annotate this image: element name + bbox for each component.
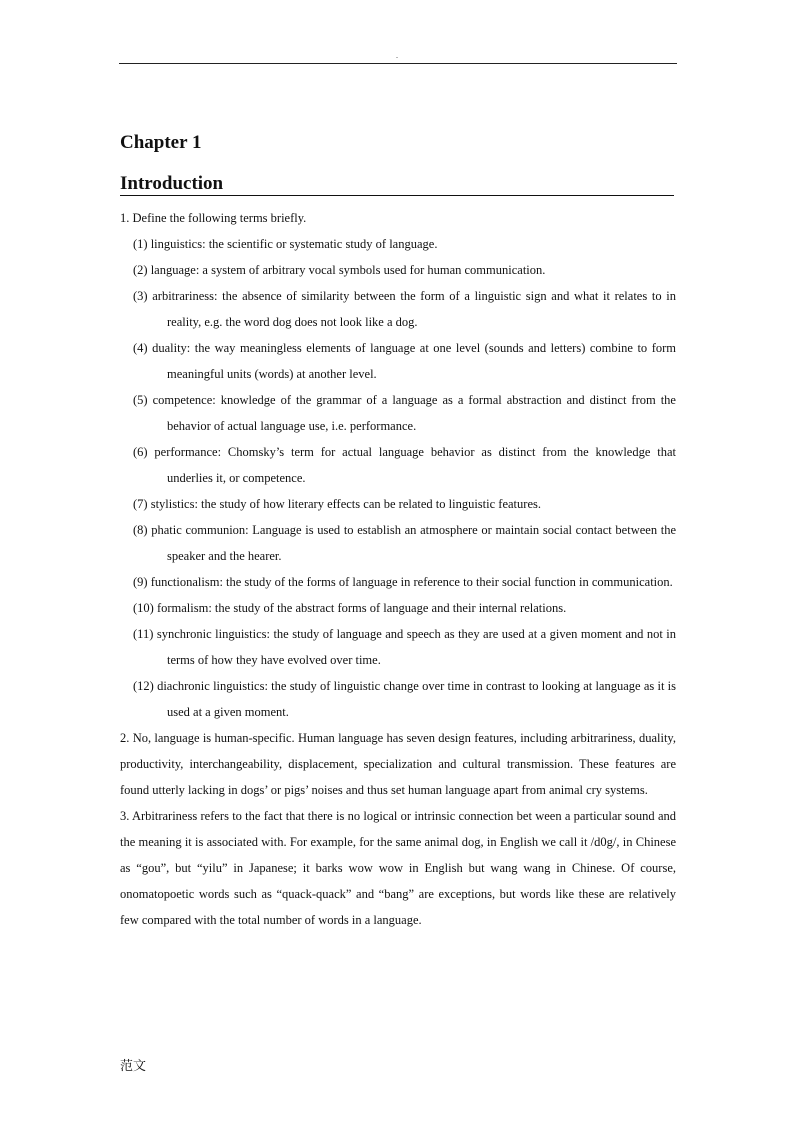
definition-item-5: (5) competence: knowledge of the grammar of a language as a formal abstraction and distinct from the behavior of actual language use, i.e. performance. <box>133 393 676 433</box>
definition-item-12: (12) diachronic linguistics: the study of linguistic change over time in contrast to looking at language as it is used at a given moment. <box>133 679 676 719</box>
chapter-title: Chapter 1 <box>120 132 202 153</box>
definition-item-10: (10) formalism: the study of the abstract forms of language and their internal relations. <box>133 601 567 615</box>
definition-item-11: (11) synchronic linguistics: the study of language and speech as they are used at a given moment and not in terms of how they have evolved over time. <box>133 627 676 667</box>
header-mark: . <box>396 51 398 60</box>
answer-3-paragraph: 3. Arbitrariness refers to the fact that there is no logical or intrinsic connection bet ween a particular sound and the meaning it is associated with. For example, for the same animal dog, in English we call it /d0g/, in Chinese as “gou”, but “yilu” in Japanese; it barks wow wow in English but wang wang in Chinese. Of course, onomatopoetic words such as “quack-quack” and “bang” are exceptions, but words like these are relatively few compared with the total number of words in a language. <box>120 809 676 927</box>
definition-item-9: (9) functionalism: the study of the forms of language in reference to their social function in communication. <box>133 575 673 589</box>
answer-2-paragraph: 2. No, language is human-specific. Human language has seven design features, including arbitrariness, duality, productivity, interchangeability, displacement, specialization and cultural transmission. These features are found utterly lacking in dogs’ or pigs’ noises and thus set human language apart from animal cry systems. <box>120 731 676 797</box>
question-1-prompt: 1. Define the following terms briefly. <box>120 211 307 225</box>
section-title: Introduction <box>120 173 674 196</box>
definition-item-2: (2) language: a system of arbitrary vocal symbols used for human communication. <box>133 263 546 277</box>
definition-item-6: (6) performance: Chomsky’s term for actual language behavior as distinct from the knowledge that underlies it, or competence. <box>133 445 676 485</box>
header-rule <box>119 63 677 64</box>
footer-label: 范文 <box>120 1059 147 1074</box>
definition-item-1: (1) linguistics: the scientific or systematic study of language. <box>133 237 438 251</box>
document-body <box>120 205 676 933</box>
definition-item-7: (7) stylistics: the study of how literary effects can be related to linguistic features. <box>133 497 541 511</box>
definition-item-8: (8) phatic communion: Language is used to establish an atmosphere or maintain social contact between the speaker and the hearer. <box>133 523 676 563</box>
definition-item-4: (4) duality: the way meaningless elements of language at one level (sounds and letters) combine to form meaningful units (words) at another level. <box>133 341 676 381</box>
definition-item-3: (3) arbitrariness: the absence of similarity between the form of a linguistic sign and what it relates to in reality, e.g. the word dog does not look like a dog. <box>133 289 676 329</box>
